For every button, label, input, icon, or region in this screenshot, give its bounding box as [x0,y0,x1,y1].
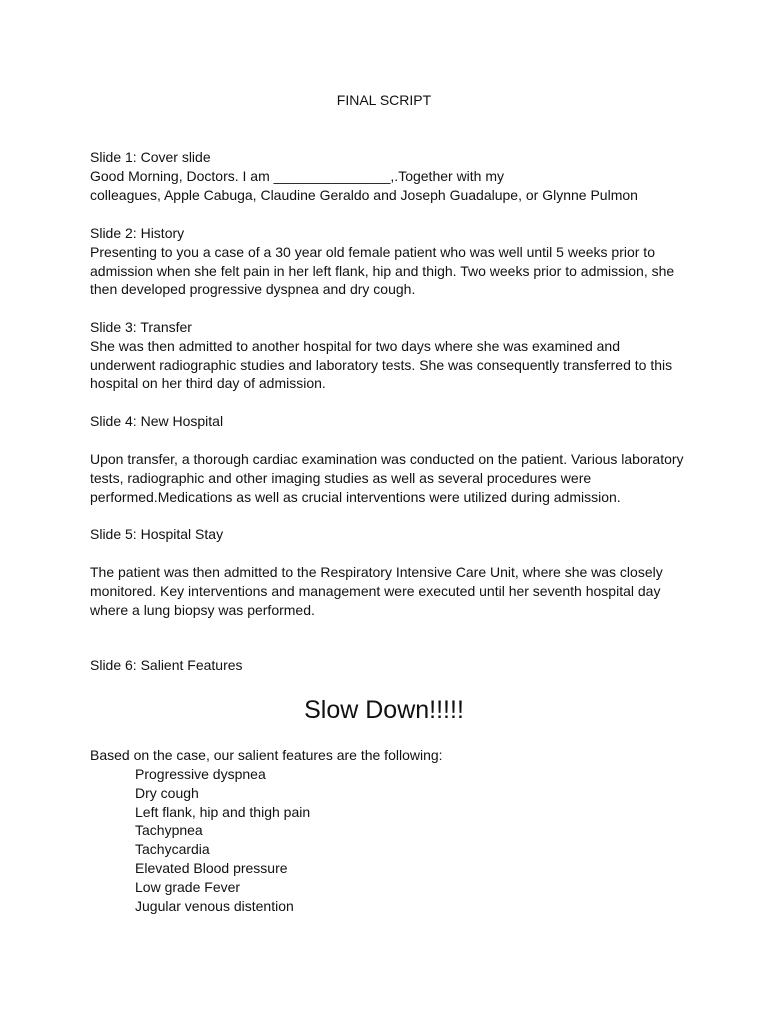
slide-5-line-1: The patient was then admitted to the Respiratory Intensive Care Unit, where she was closely [90,564,663,580]
slide-5-line-2: monitored. Key interventions and management were executed until her seventh hospital day [90,582,661,599]
slide-3-heading: Slide 3: Transfer [90,319,192,335]
slide-4-section [90,450,690,506]
slide-6-heading: Slide 6: Salient Features [90,657,243,673]
salient-feature-item: Tachycardia [135,841,210,858]
slide-2-line-2: admission when she felt pain in her left flank, hip and thigh. Two weeks prior to admission, she [90,262,675,279]
slide-2-line-1: Presenting to you a case of a 30 year old female patient who was well until 5 weeks prior to [90,243,655,260]
slide-4-line-2: tests, radiographic and other imaging studies as well as several procedures were [90,469,592,486]
salient-feature-item: Left flank, hip and thigh pain [135,803,311,820]
slide-4-heading-block [90,412,690,431]
slide-4-heading: Slide 4: New Hospital [90,413,224,429]
slow-down-callout: Slow Down!!!!! [304,696,464,724]
slide-1-line-2: colleagues, Apple Cabuga, Claudine Geraldo and Joseph Guadalupe, or Glynne Pulmon [90,186,638,203]
salient-feature-item: Low grade Fever [135,878,241,895]
slide-3-section [90,318,690,393]
salient-features-intro: Based on the case, our salient features are the following: [90,747,443,763]
slide-5-heading-block [90,525,690,544]
slide-2-section [90,224,690,299]
slide-5-line-3: where a lung biopsy was performed. [90,601,315,618]
salient-features-list [135,765,310,915]
slide-3-line-1: She was then admitted to another hospital for two days where she was examined and [90,337,620,354]
slide-2-line-3: then developed progressive dyspnea and dry cough. [90,281,416,298]
slide-3-line-3: hospital on her third day of admission. [90,375,326,392]
slide-1-section [90,148,690,204]
salient-feature-item: Jugular venous distention [135,897,294,914]
salient-feature-item: Progressive dyspnea [135,766,266,782]
slide-5-heading: Slide 5: Hospital Stay [90,526,224,542]
slide-4-line-1: Upon transfer, a thorough cardiac examination was conducted on the patient. Various laboratory [90,451,684,467]
salient-feature-item: Tachypnea [135,822,203,839]
slide-3-line-2: underwent radiographic studies and laboratory tests. She was consequently transferred to this [90,356,673,373]
slide-6-heading-block [90,656,690,675]
slide-1-heading: Slide 1: Cover slide [90,149,211,165]
salient-feature-item: Dry cough [135,784,199,801]
slide-2-heading: Slide 2: History [90,225,185,241]
salient-feature-item: Elevated Blood pressure [135,859,288,876]
slide-5-section [90,563,690,619]
slide-4-line-3: performed.Medications as well as crucial interventions were utilized during admission. [90,488,621,505]
page-title: FINAL SCRIPT [336,92,432,108]
slide-1-line-1: Good Morning, Doctors. I am _______________,.Together with my [90,167,505,184]
